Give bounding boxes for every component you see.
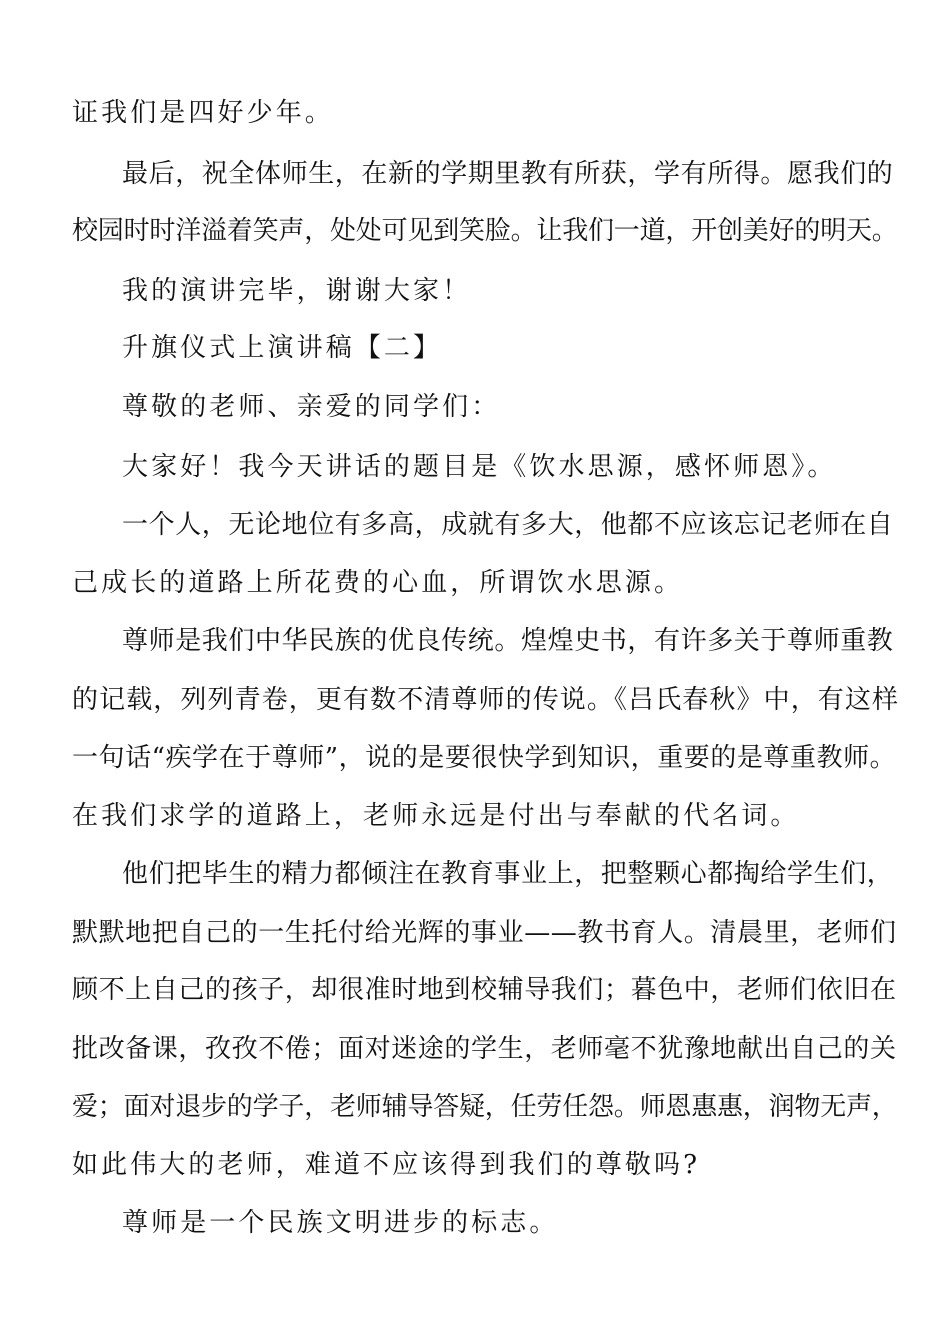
text-line: 校园时时洋溢着笑声，处处可见到笑脸。让我们一道，开创美好的明天。 <box>72 216 898 246</box>
text-line: 大家好！我今天讲话的题目是《饮水思源，感怀师恩》。 <box>122 452 837 482</box>
text-line: 一个人，无论地位有多高，成就有多大，他都不应该忘记老师在自 <box>122 510 894 540</box>
text-line: 尊敬的老师、亲爱的同学们： <box>122 392 501 422</box>
text-line: 顾不上自己的孩子，却很准时地到校辅导我们；暮色中，老师们依旧在 <box>72 975 897 1005</box>
text-line: 如此伟大的老师，难道不应该得到我们的尊敬吗? <box>72 1150 701 1180</box>
text-line: 证我们是四好少年。 <box>72 98 334 128</box>
text-line: 尊师是我们中华民族的优良传统。煌煌史书，有许多关于尊师重教 <box>122 626 894 656</box>
text-line: 的记载，列列青卷，更有数不清尊师的传说。《吕氏春秋》中，有这样 <box>72 685 900 715</box>
text-line: 尊师是一个民族文明进步的标志。 <box>122 1208 559 1238</box>
text-line: 在我们求学的道路上，老师永远是付出与奉献的代名词。 <box>72 801 800 831</box>
text-line: 最后，祝全体师生，在新的学期里教有所获，学有所得。愿我们的 <box>122 159 894 189</box>
text-line: 我的演讲完毕，谢谢大家！ <box>122 276 472 306</box>
text-line: 他们把毕生的精力都倾注在教育事业上，把整颗心都掏给学生们， <box>122 859 894 889</box>
text-line: 己成长的道路上所花费的心血，所谓饮水思源。 <box>72 568 684 598</box>
text-line: 默默地把自己的一生托付给光辉的事业——教书育人。清晨里，老师们 <box>72 918 897 948</box>
text-line: 升旗仪式上演讲稿【二】 <box>122 333 443 363</box>
text-line: 爱；面对退步的学子，老师辅导答疑，任劳任怨。师恩惠惠，润物无声， <box>72 1092 898 1122</box>
text-line: 批改备课，孜孜不倦；面对迷途的学生，老师毫不犹豫地献出自己的关 <box>72 1034 897 1064</box>
text-line: 一句话“疾学在于尊师”，说的是要很快学到知识，重要的是尊重教师。 <box>72 743 897 773</box>
